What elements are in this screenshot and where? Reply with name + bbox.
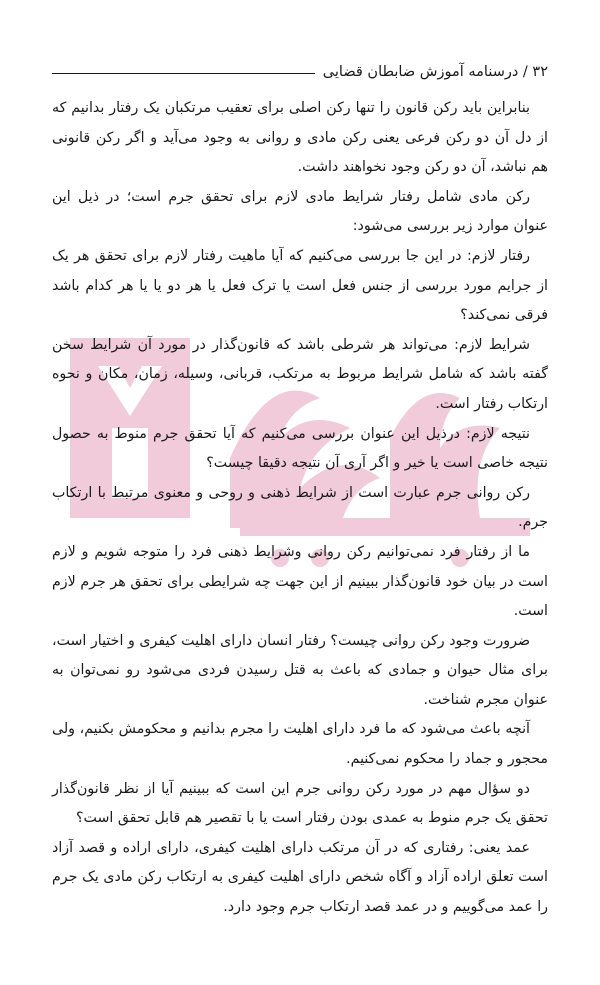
body-text (52, 94, 548, 923)
paragraph-10: دو سؤال مهم در مورد رکن روانی جرم این است که ببینیم آیا از نظر قانون‌گذار تحقق یک جرم منوط به عمدی بودن رفتار است یا با تقصیر هم قابل تحقق است؟ (52, 780, 548, 827)
page-header (52, 56, 548, 80)
paragraph-7: ما از رفتار فرد نمی‌توانیم رکن روانی وشرایط ذهنی فرد را متوجه شویم و لازم است در بیان خود قانون‌گذار ببینیم از این جهت چه شرایطی برای تحقق هر جرم لازم است. (52, 543, 548, 620)
paragraph-4: شرایط لازم: می‌تواند هر شرطی باشد که قانون‌گذار در مورد آن شرایط سخن گفته باشد که شامل شرایط مربوط به مرتکب، قربانی، وسیله، زمان، مکان و نحوه ارتکاب رفتار است. (52, 336, 548, 412)
running-header-title: ۳۲ / درسنامه آموزش ضابطان قضایی (322, 64, 548, 80)
paragraph-1: بنابراین باید رکن قانون را تنها رکن اصلی برای تعقیب مرتکبان یک رفتار بدانیم که از دل آن دو رکن فرعی یعنی رکن مادی و روانی به وجود می‌آید و اگر رکن قانونی هم نباشد، آن دو رکن وجود نخواهند داشت. (52, 100, 548, 176)
paragraph-11: عمد یعنی: رفتاری که در آن مرتکب دارای اهلیت کیفری، دارای اراده و قصد آزاد است تعلق اراده آزاد و آگاه شخص دارای اهلیت کیفری به ارتکاب رکن مادی یک جرم را عمد می‌گوییم و در عمد قصد ارتکاب جرم وجود دارد. (52, 839, 548, 916)
header-rule (52, 73, 315, 74)
paragraph-3: رفتار لازم: در این جا بررسی می‌کنیم که آیا ماهیت رفتار لازم برای تحقق هر یک از جرایم مورد بررسی از جنس فعل است یا ترک فعل یا هر دو یا یا هر کدام باشد فرقی نمی‌کند؟ (52, 247, 548, 324)
paragraph-6: رکن روانی جرم عبارت است از شرایط ذهنی و روحی و معنوی مرتبط با ارتکاب جرم. (52, 484, 548, 531)
paragraph-2: رکن مادی شامل رفتار شرایط مادی لازم برای تحقق جرم است؛ در ذیل این عنوان موارد زیر بررسی می‌شود: (52, 188, 548, 235)
paragraph-5: نتیجه لازم: درذیل این عنوان بررسی می‌کنیم که آیا تحقق جرم منوط به حصول نتیجه خاصی است یا خیر و اگر آری آن نتیجه دقیقا چیست؟ (52, 425, 548, 472)
paragraph-8: ضرورت وجود رکن روانی چیست؟ رفتار انسان دارای اهلیت کیفری و اختیار است، برای مثال حیوان و جمادی که باعث به قتل رسیدن فردی می‌شود رو نمی‌توان به عنوان مجرم شناخت. (52, 632, 548, 708)
paragraph-9: آنچه باعث می‌شود که ما فرد دارای اهلیت را مجرم بدانیم و محکومش بکنیم، ولی محجور و جماد را محکوم نمی‌کنیم. (52, 721, 548, 768)
